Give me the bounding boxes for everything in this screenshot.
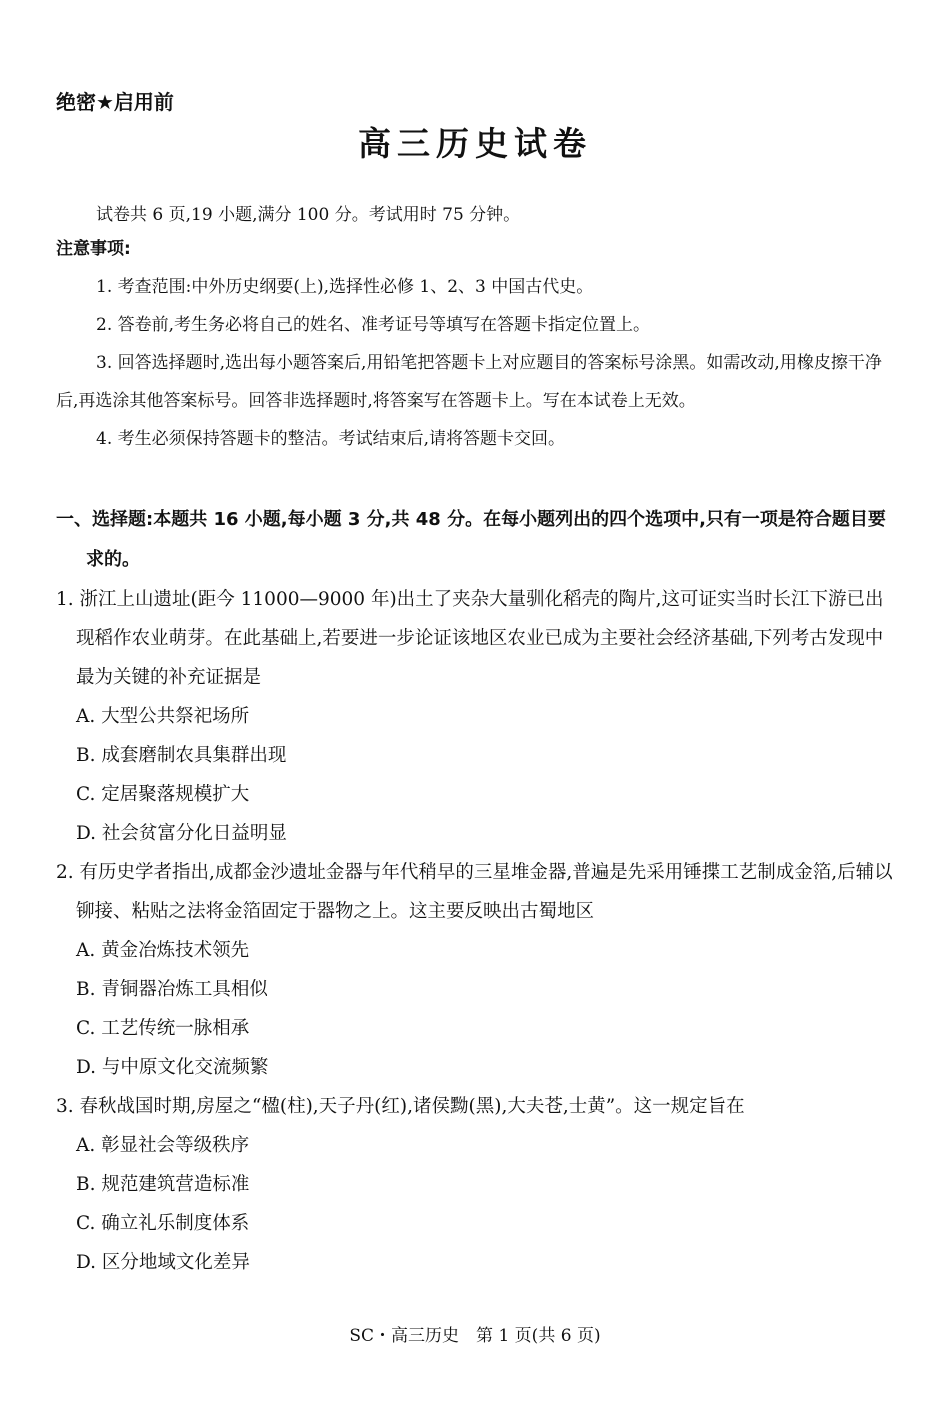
exam-intro: 试卷共 6 页,19 小题,满分 100 分。考试用时 75 分钟。 (96, 205, 521, 225)
option-c: C. 工艺传统一脉相承 (76, 1018, 250, 1039)
option-d: D. 与中原文化交流频繁 (76, 1057, 269, 1078)
notes-heading: 注意事项: (56, 239, 131, 259)
question-1 (56, 580, 898, 853)
note-item-3: 3. 回答选择题时,选出每小题答案后,用铅笔把答题卡上对应题目的答案标号涂黑。如需改动,用橡皮擦干净后,再选涂其他答案标号。回答非选择题时,将答案写在答题卡上。写在本试卷上无效。 (56, 353, 882, 411)
question-3 (56, 1087, 898, 1282)
option-a: A. 彰显社会等级秩序 (76, 1135, 250, 1156)
page-title: 高三历史试卷 (358, 124, 592, 163)
question-stem: 1. 浙江上山遗址(距今 11000—9000 年)出土了夹杂大量驯化稻壳的陶片,这可证实当时长江下游已出现稻作农业萌芽。在此基础上,若要进一步论证该地区农业已成为主要社会经济基础,下列考古发现中最为关键的补充证据是 (56, 589, 884, 688)
exam-content (56, 196, 898, 1282)
note-item-1: 1. 考查范围:中外历史纲要(上),选择性必修 1、2、3 中国古代史。 (96, 277, 594, 297)
note-item-4: 4. 考生必须保持答题卡的整洁。考试结束后,请将答题卡交回。 (96, 429, 566, 449)
option-b: B. 成套磨制农具集群出现 (76, 745, 287, 766)
option-d: D. 区分地域文化差异 (76, 1252, 250, 1273)
section-heading: 一、选择题:本题共 16 小题,每小题 3 分,共 48 分。在每小题列出的四个选项中,只有一项是符合题目要求的。 (56, 509, 886, 570)
option-a: A. 大型公共祭祀场所 (76, 706, 250, 727)
question-stem: 2. 有历史学者指出,成都金沙遗址金器与年代稍早的三星堆金器,普遍是先采用锤揲工艺制成金箔,后辅以铆接、粘贴之法将金箔固定于器物之上。这主要反映出古蜀地区 (56, 862, 893, 922)
option-c: C. 确立礼乐制度体系 (76, 1213, 250, 1234)
page-footer: SC・高三历史 第 1 页(共 6 页) (349, 1326, 601, 1346)
option-d: D. 社会贫富分化日益明显 (76, 823, 287, 844)
confidential-label: 绝密★启用前 (56, 90, 174, 114)
option-b: B. 规范建筑营造标准 (76, 1174, 250, 1195)
option-a: A. 黄金冶炼技术领先 (76, 940, 250, 961)
note-item-2: 2. 答卷前,考生务必将自己的姓名、准考证号等填写在答题卡指定位置上。 (96, 315, 651, 335)
question-2 (56, 853, 898, 1087)
question-stem: 3. 春秋战国时期,房屋之“楹(柱),天子丹(红),诸侯黝(黑),大夫苍,士黄”。这一规定旨在 (56, 1096, 745, 1117)
option-b: B. 青铜器冶炼工具相似 (76, 979, 268, 1000)
option-c: C. 定居聚落规模扩大 (76, 784, 250, 805)
